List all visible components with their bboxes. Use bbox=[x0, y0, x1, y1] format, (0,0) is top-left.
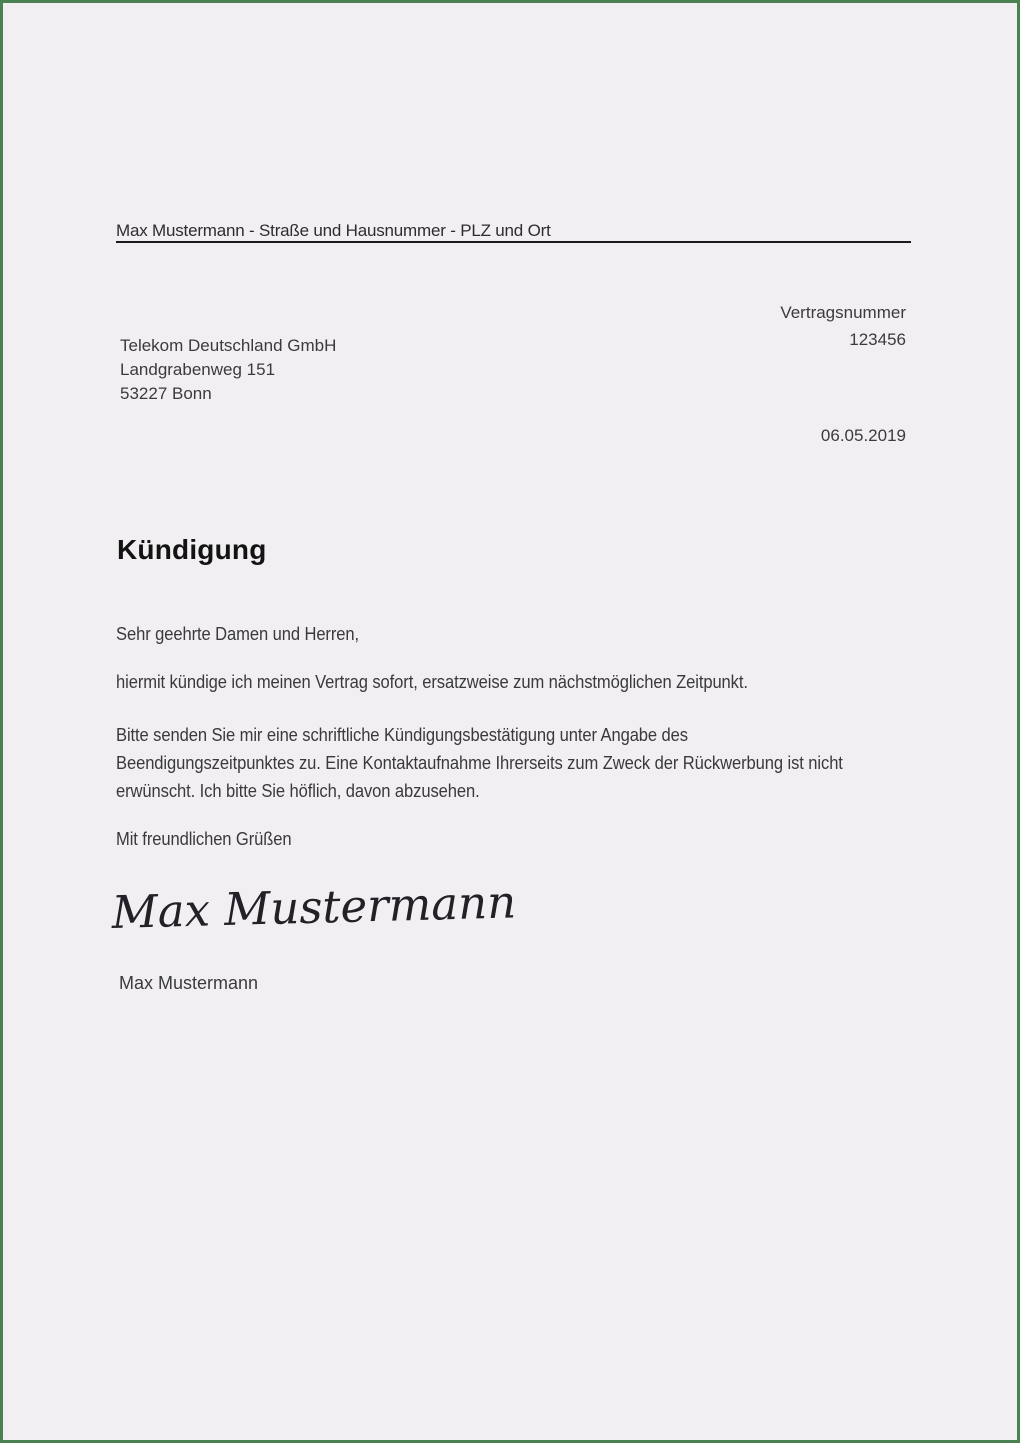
paragraph-2-line-1: Bitte senden Sie mir eine schriftliche Kündigungsbestätigung unter Angabe des bbox=[116, 725, 688, 745]
subject-heading: Kündigung bbox=[117, 534, 267, 565]
contract-number-label: Vertragsnummer bbox=[780, 303, 906, 322]
handwritten-signature: Max Mustermann bbox=[111, 875, 517, 939]
paragraph-1: hiermit kündige ich meinen Vertrag sofort, ersatzweise zum nächstmöglichen Zeitpunkt. bbox=[116, 672, 748, 692]
salutation: Sehr geehrte Damen und Herren, bbox=[116, 624, 360, 644]
paragraph-2-line-3: erwünscht. Ich bitte Sie höflich, davon abzusehen. bbox=[116, 781, 480, 801]
letter-date: 06.05.2019 bbox=[820, 426, 906, 445]
recipient-city: 53227 Bonn bbox=[120, 384, 212, 403]
recipient-name: Telekom Deutschland GmbH bbox=[120, 336, 337, 355]
recipient-street: Landgrabenweg 151 bbox=[120, 360, 276, 379]
paragraph-2 bbox=[116, 721, 843, 805]
typed-signer-name: Max Mustermann bbox=[119, 973, 259, 993]
contract-number-block bbox=[780, 299, 906, 353]
contract-number-value: 123456 bbox=[849, 330, 906, 349]
sender-address-line: Max Mustermann - Straße und Hausnummer - PLZ und Ort bbox=[116, 221, 911, 243]
paragraph-2-line-2: Beendigungszeitpunktes zu. Eine Kontaktaufnahme Ihrerseits zum Zweck der Rückwerbung ist nicht bbox=[116, 753, 843, 773]
recipient-address bbox=[120, 334, 336, 406]
closing-phrase: Mit freundlichen Grüßen bbox=[116, 829, 292, 849]
